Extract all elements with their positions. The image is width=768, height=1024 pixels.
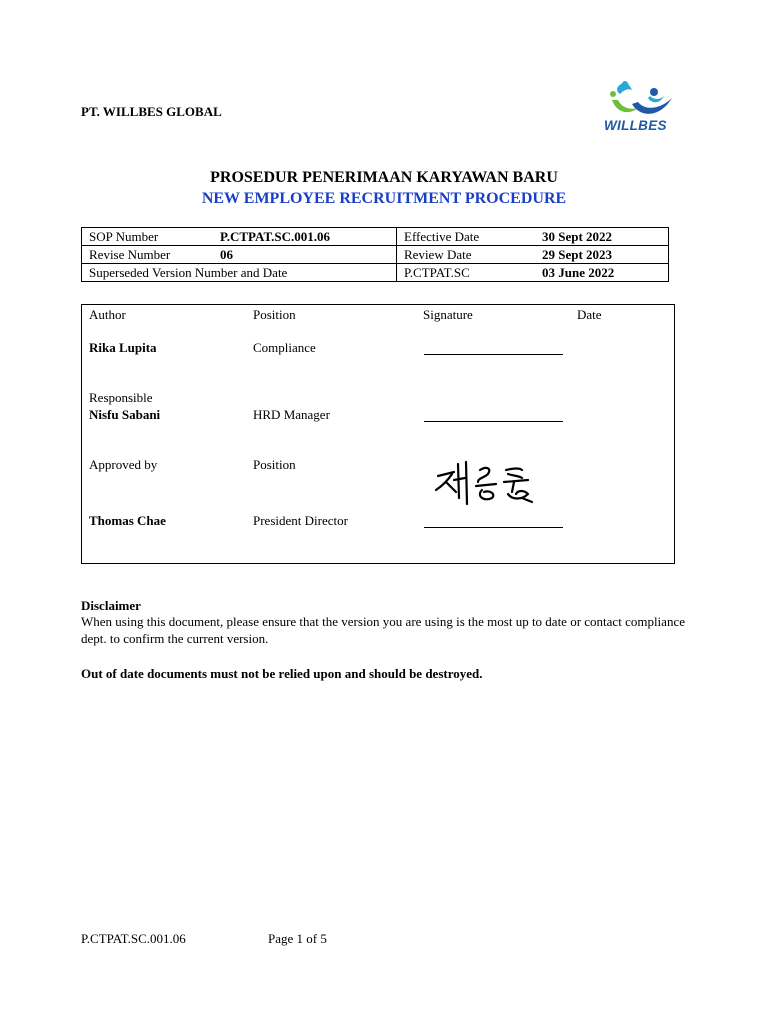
approval-box xyxy=(81,304,675,564)
table-cell xyxy=(397,228,669,246)
review-date-label: Review Date xyxy=(404,246,472,262)
footer-document-code: P.CTPAT.SC.001.06 xyxy=(81,931,186,946)
table-cell xyxy=(397,246,669,264)
approved-by-label: Approved by xyxy=(89,457,158,472)
author-header: Author xyxy=(89,307,126,322)
title-english: NEW EMPLOYEE RECRUITMENT PROCEDURE xyxy=(201,190,567,207)
sop-number-label: SOP Number xyxy=(89,228,159,244)
logo-mark-icon xyxy=(598,78,688,122)
disclaimer-warning: Out of date documents must not be relied upon and should be destroyed. xyxy=(81,666,483,681)
effective-date-label: Effective Date xyxy=(404,228,480,244)
date-header: Date xyxy=(577,307,602,322)
table-cell xyxy=(82,228,397,246)
handwritten-signature xyxy=(432,458,540,512)
responsible-position: HRD Manager xyxy=(253,407,330,422)
revise-number-value: 06 xyxy=(220,246,233,262)
author-position: Compliance xyxy=(253,340,316,355)
table-cell xyxy=(82,246,397,264)
disclaimer-body: When using this document, please ensure that the version you are using is the most up to date or contact compliance dept. to confirm the current version. xyxy=(81,614,685,646)
author-signature-line xyxy=(424,354,563,355)
approver-position: President Director xyxy=(253,513,348,528)
superseded-date-value: 03 June 2022 xyxy=(542,264,615,280)
responsible-name: Nisfu Sabani xyxy=(89,407,161,422)
disclaimer-title: Disclaimer xyxy=(81,598,141,613)
table-row xyxy=(82,264,669,282)
position-header: Position xyxy=(253,307,296,322)
company-name: PT. WILLBES GLOBAL xyxy=(81,104,222,119)
approver-name: Thomas Chae xyxy=(89,513,166,528)
sop-number-value: P.CTPAT.SC.001.06 xyxy=(220,228,331,244)
table-row xyxy=(82,246,669,264)
sop-info-table xyxy=(81,227,669,282)
footer-page-number: Page 1 of 5 xyxy=(268,931,327,946)
table-cell xyxy=(82,264,397,282)
signature-header: Signature xyxy=(423,307,473,322)
title-indonesian: PROSEDUR PENERIMAAN KARYAWAN BARU xyxy=(210,169,558,186)
table-cell xyxy=(397,264,669,282)
logo-wordmark: WILLBES xyxy=(604,118,667,133)
responsible-signature-line xyxy=(424,421,563,422)
review-date-value: 29 Sept 2023 xyxy=(542,246,613,262)
approver-signature-line xyxy=(424,527,563,528)
revise-number-label: Revise Number xyxy=(89,246,171,262)
approved-position-header: Position xyxy=(253,457,296,472)
effective-date-value: 30 Sept 2022 xyxy=(542,228,613,244)
superseded-label: Superseded Version Number and Date xyxy=(89,264,288,280)
superseded-code: P.CTPAT.SC xyxy=(404,264,470,280)
willbes-logo xyxy=(598,78,688,136)
table-row xyxy=(82,228,669,246)
responsible-label: Responsible xyxy=(89,390,153,405)
author-name: Rika Lupita xyxy=(89,340,157,355)
